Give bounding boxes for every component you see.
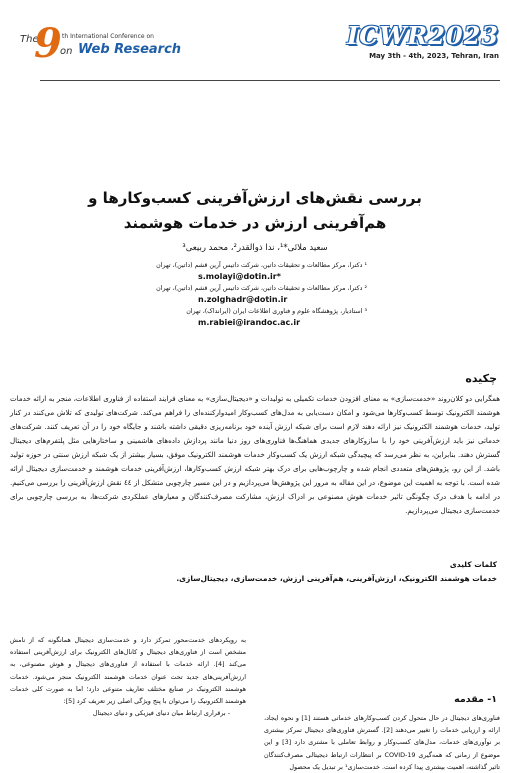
- email-1: s.molayi@dotin.ir*: [198, 272, 281, 281]
- abstract-text: همگرایی دو کلان‌روند «خدمت‌سازی» به معنای افزودن خدمات تکمیلی به تولیدات و «دیجیتال‌سازی» به معنای فرایند استفاده از فناوری اطلاعات، منجر به ارائه خدمات هوشمند الکترونیک توسط کسب‌وکارها می‌شود و امکان دست‌یابی به مدل‌های کسب‌وکار امیدوارکننده‌ای را فراهم می‌کند. شرکت‌های تولیدی که تلاش می‌کنند در کنار تولید، خدمات هوشمند الکترونیک نیز ارائه دهند لازم است برای شبکه ارزش آینده خود برنامه‌ریزی دقیقی داشته باشند و جایگاه خود را در آن تعریف کنند. شرکت‌های خدماتی نیز باید ارزش‌آفرینی خود را با سازوکارهای جدیدی هماهنگ‌ها فناوری‌های روز دنیا مانند پردازش داده‌های هاشمینی و ساختارهایی مثل پلتفرم‌های دیجیتال گسترش دهند. بنابراین، به نظر می‌رسد که پیچیدگی شبکه ارزش یک کسب‌وکار خدمات هوشمند الکترونیک موفق، بسیار بیشتر از یک شبکه ارزش سنتی در حوزه تولید باشد. از این رو، پژوهش‌های متعددی انجام شده و چارچوب‌هایی برای درک بهتر شبکه ارزش کسب‌وکارها، ارزش‌آفرینی خدمات هوشمند و خدمت‌سازی دیجیتال ارائه شده است. با توجه به اهمیت این موضوع، در این مقاله به مرور این پژوهش‌ها می‌پردازیم و در این مسیر چارچوبی متشکل از ٤٤ نقش ارزش‌آفرینی را بررسی می‌کنیم. در ادامه با هدف درک چگونگی تاثیر خدمات هوش مصنوعی بر ادراک ارزش، مشارکت مصرف‌کنندگان و معیارهای عملکردی شرکت‌ها، به بررسی چارچوبی برای خدمت‌سازی دیجیتال می‌پردازیم.: [10, 394, 500, 515]
- paper-title: بررسی نقش‌های ارزش‌آفرینی کسب‌وکارها و هم‌آفرینی ارزش در خدمات هوشمند: [88, 189, 422, 232]
- email-2: n.zolghadr@dotin.ir: [198, 295, 288, 304]
- left-column-text: به رویکردهای خدمت‌محور تمرکز دارد و خدمت‌سازی دیجیتال همانگونه که از نامش مشخص است از فناوری‌های دیجیتال و کانال‌های الکترونیک برای ارزش‌آفرینی استفاده می‌کند [4]. ارائه خدمات با استفاده از فناوری‌های دیجیتال و هوش مصنوعی، به ارزش‌آفرینی‌های جدید تحت عنوان خدمات هوشمند الکترونیک منجر می‌شود. خدمات هوشمند الکترونیک در صنایع مختلف تعاریف متنوعی دارد؛ اما به صورت کلی خدمات هوشمند الکترونیک را می‌توان با پنج ویژگی اصلی زیر تعریف کرد [5]:: [10, 636, 246, 706]
- affiliation-3: ³ استادیار، پژوهشگاه علوم و فناوری اطلاعات ایران (ایرانداک)، تهران: [186, 308, 367, 315]
- affiliation-2: ² دکترا، مرکز مطالعات و تحقیقات داتین، شرکت داتیس آرین قشم (داتین)، تهران: [156, 285, 367, 292]
- bullet-item: - برقراری ارتباط میان دنیای فیزیکی و دنیای دیجیتال: [92, 709, 230, 718]
- affiliations: [140, 260, 367, 329]
- logo-the: The: [20, 34, 39, 45]
- right-column-text: فناوری‌های دیجیتال در حال متحول کردن کسب‌وکارهای خدماتی هستند [1] و نحوه ایجاد، ارائه و ارزیابی خدمات را تغییر می‌دهند [2]. گسترش فناوری‌های دیجیتال تمرکز بیشتری بر نوآوری‌های خدمات، مدل‌های کسب‌وکار و روابط تعاملی با مشتری دارد [3] و این موضوع از زمانی که همه‌گیری COVID-19 بر انتظارات ارتباط دیجیتالی مصرف‌کنندگان تاثیر گذاشته، اهمیت بیشتری پیدا کرده است. خدمت‌سازی¹ بر تبدیل یک محصول: [264, 714, 501, 771]
- authors: سعید ملائی*¹، ندا ذوالقدر²، محمد ربیعی³: [182, 243, 328, 253]
- conference-header: [0, 0, 507, 84]
- abstract-heading: چکیده: [465, 372, 497, 385]
- email-3: m.rabiei@irandoc.ac.ir: [198, 318, 301, 327]
- conference-acronym: ICWR2023: [346, 21, 499, 50]
- keywords-heading: کلمات کلیدی: [449, 560, 497, 569]
- section-1-heading: ۱- مقدمه: [454, 694, 497, 705]
- logo-on: on: [60, 46, 73, 57]
- left-column: [10, 634, 246, 719]
- logo-edition-number: 9: [34, 20, 62, 67]
- keywords: خدمات هوشمند الکترونیک، ارزش‌آفرینی، هم‌آفرینی ارزش، خدمت‌سازی، دیجیتال‌سازی.: [176, 574, 497, 583]
- logo-conference-line: th International Conference on: [62, 33, 154, 40]
- header-rule: [40, 80, 500, 81]
- conference-logo: [6, 10, 182, 70]
- conference-dates: May 3th - 4th, 2023, Tehran, Iran: [369, 52, 499, 60]
- affiliation-1: ¹ دکترا، مرکز مطالعات و تحقیقات داتین، شرکت داتیس آرین قشم (داتین)، تهران: [156, 262, 367, 269]
- conference-acronym-block: [329, 22, 499, 72]
- logo-web-research: Web Research: [78, 42, 182, 57]
